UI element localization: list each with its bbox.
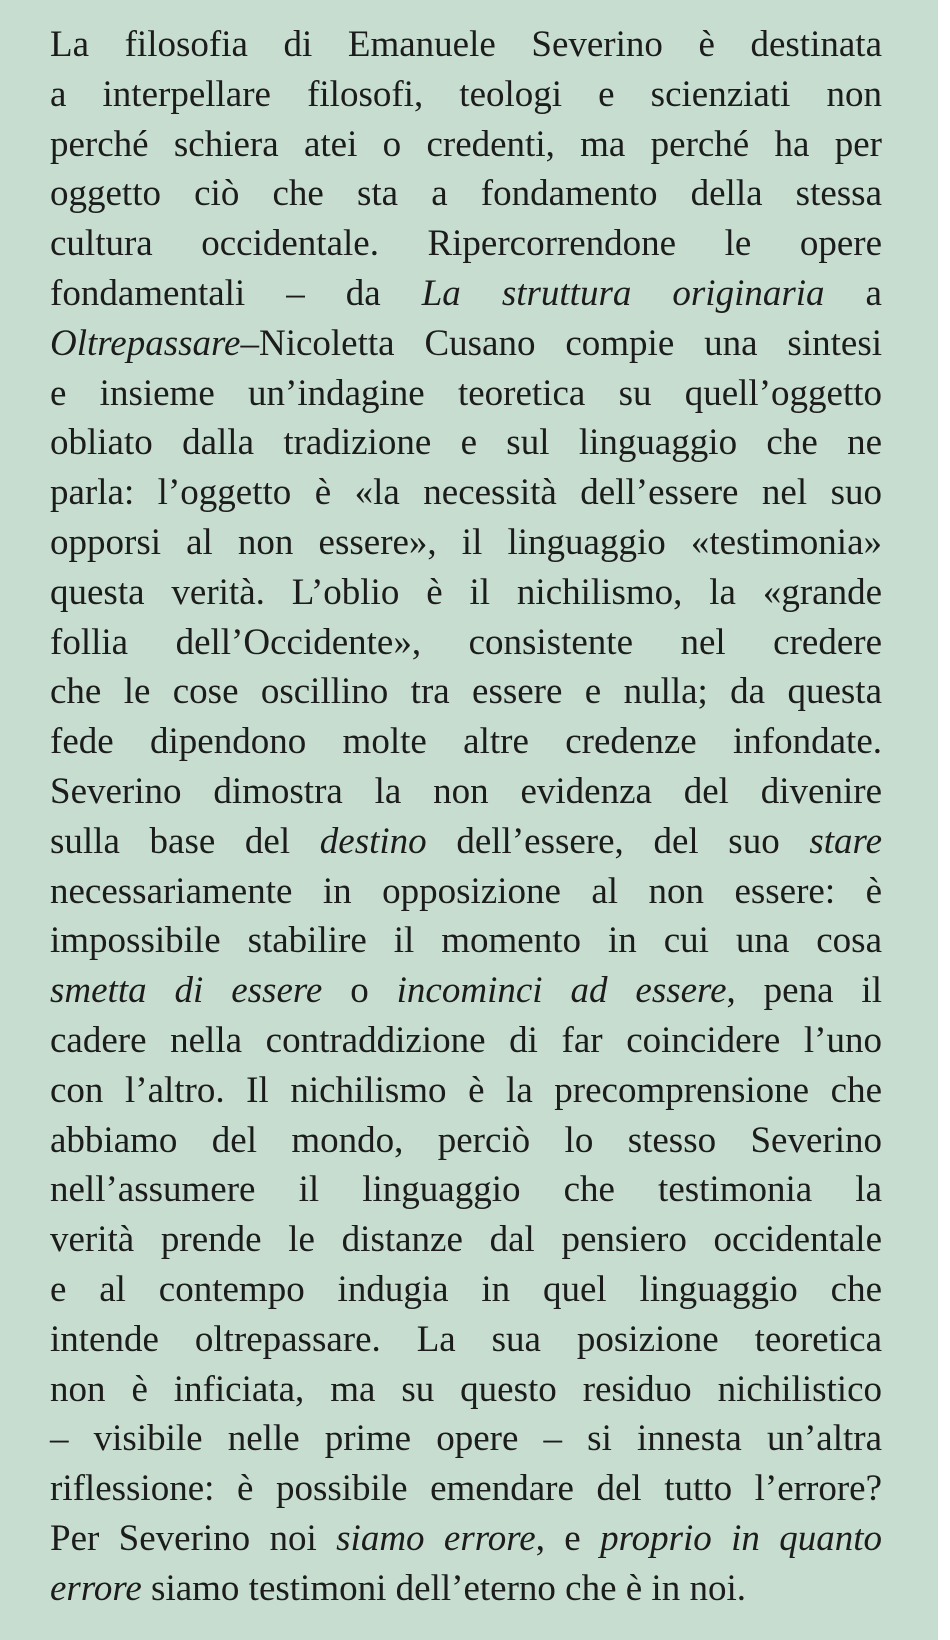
text-line	[50, 767, 882, 817]
italic-text-segment: incominci ad essere	[396, 970, 727, 1012]
text-line	[50, 269, 882, 319]
text-segment: oggetto ciò che sta a fondamento della stessa	[50, 173, 882, 215]
text-line	[50, 618, 882, 668]
text-line	[50, 667, 882, 717]
text-segment: non è inficiata, ma su questo residuo nichilistico	[50, 1368, 882, 1410]
italic-text-segment: Oltrepassare	[50, 322, 241, 364]
text-segment: o	[322, 970, 397, 1012]
text-segment: fondamentali – da	[50, 272, 422, 314]
text-line	[50, 1365, 882, 1415]
text-line	[50, 418, 882, 468]
text-segment: cadere nella contraddizione di far coincidere l’uno	[50, 1019, 882, 1061]
italic-text-segment: errore	[50, 1567, 142, 1609]
text-segment: perché schiera atei o credenti, ma perché ha per	[50, 123, 882, 165]
text-line	[50, 468, 882, 518]
text-segment: Per Severino noi	[50, 1517, 337, 1559]
text-line	[50, 966, 882, 1016]
text-line	[50, 717, 882, 767]
text-line	[50, 1265, 882, 1315]
text-line	[50, 1165, 882, 1215]
text-line	[50, 518, 882, 568]
text-line	[50, 70, 882, 120]
text-segment: La filosofia di Emanuele Severino è destinata	[50, 24, 882, 65]
text-line	[50, 1116, 882, 1166]
text-segment: questa verità. L’oblio è il nichilismo, la «grande	[50, 571, 882, 613]
text-line	[50, 568, 882, 618]
italic-text-segment: siamo errore	[336, 1517, 536, 1559]
text-segment: riflessione: è possibile emendare del tutto l’errore?	[50, 1468, 882, 1510]
text-segment: Severino dimostra la non evidenza del divenire	[50, 770, 882, 812]
text-segment: –Nicoletta Cusano compie una sintesi	[240, 322, 882, 364]
text-segment: obliato dalla tradizione e sul linguaggio che ne	[50, 422, 882, 464]
italic-text-segment: La struttura originaria	[421, 272, 825, 314]
text-segment: , e	[535, 1517, 601, 1559]
text-segment: parla: l’oggetto è «la necessità dell’essere nel suo	[50, 472, 882, 514]
text-segment: intende oltrepassare. La sua posizione teoretica	[50, 1318, 882, 1360]
text-segment: sulla base del	[50, 820, 320, 862]
text-segment: e al contempo indugia in quel linguaggio che	[50, 1268, 882, 1310]
text-line	[50, 319, 882, 369]
text-segment: siamo testimoni dell’eterno che è in noi.	[141, 1567, 746, 1609]
text-line	[50, 169, 882, 219]
italic-text-segment: destino	[319, 820, 427, 862]
text-line	[50, 219, 882, 269]
text-segment: con l’altro. Il nichilismo è la precomprensione che	[50, 1069, 882, 1111]
text-line	[50, 1414, 882, 1464]
text-line	[50, 867, 882, 917]
text-line	[50, 1066, 882, 1116]
text-segment: impossibile stabilire il momento in cui una cosa	[50, 920, 882, 962]
text-segment: che le cose oscillino tra essere e nulla; da questa	[50, 671, 882, 713]
text-segment: e insieme un’indagine teoretica su quell’oggetto	[50, 372, 882, 414]
text-segment: dell’essere, del suo	[426, 820, 810, 862]
text-line	[50, 1315, 882, 1365]
text-line	[50, 916, 882, 966]
text-line	[50, 120, 882, 170]
text-segment: cultura occidentale. Ripercorrendone le opere	[50, 223, 882, 265]
text-line	[50, 1215, 882, 1265]
italic-text-segment: proprio in quanto	[600, 1517, 883, 1559]
text-line	[50, 1564, 882, 1614]
italic-text-segment: smetta di essere	[50, 970, 323, 1012]
text-line	[50, 1016, 882, 1066]
italic-text-segment: stare	[809, 820, 882, 862]
text-line	[50, 20, 882, 70]
text-segment: necessariamente in opposizione al non essere: è	[50, 870, 882, 912]
text-segment: fede dipendono molte altre credenze infondate.	[50, 721, 882, 763]
blurb-text	[50, 20, 882, 1614]
text-segment: abbiamo del mondo, perciò lo stesso Severino	[50, 1119, 882, 1161]
text-line	[50, 817, 882, 867]
text-segment: follia dell’Occidente», consistente nel credere	[50, 621, 882, 663]
text-segment: a	[824, 272, 882, 314]
text-line	[50, 369, 882, 419]
text-segment: , pena il	[726, 970, 882, 1012]
text-line	[50, 1464, 882, 1514]
text-segment: – visibile nelle prime opere – si innesta un’altra	[50, 1418, 882, 1460]
text-segment: opporsi al non essere», il linguaggio «testimonia»	[50, 521, 882, 563]
text-segment: nell’assumere il linguaggio che testimonia la	[50, 1169, 882, 1211]
text-segment: verità prende le distanze dal pensiero occidentale	[50, 1219, 882, 1261]
text-line	[50, 1514, 882, 1564]
text-segment: a interpellare filosofi, teologi e scienziati non	[50, 73, 882, 115]
